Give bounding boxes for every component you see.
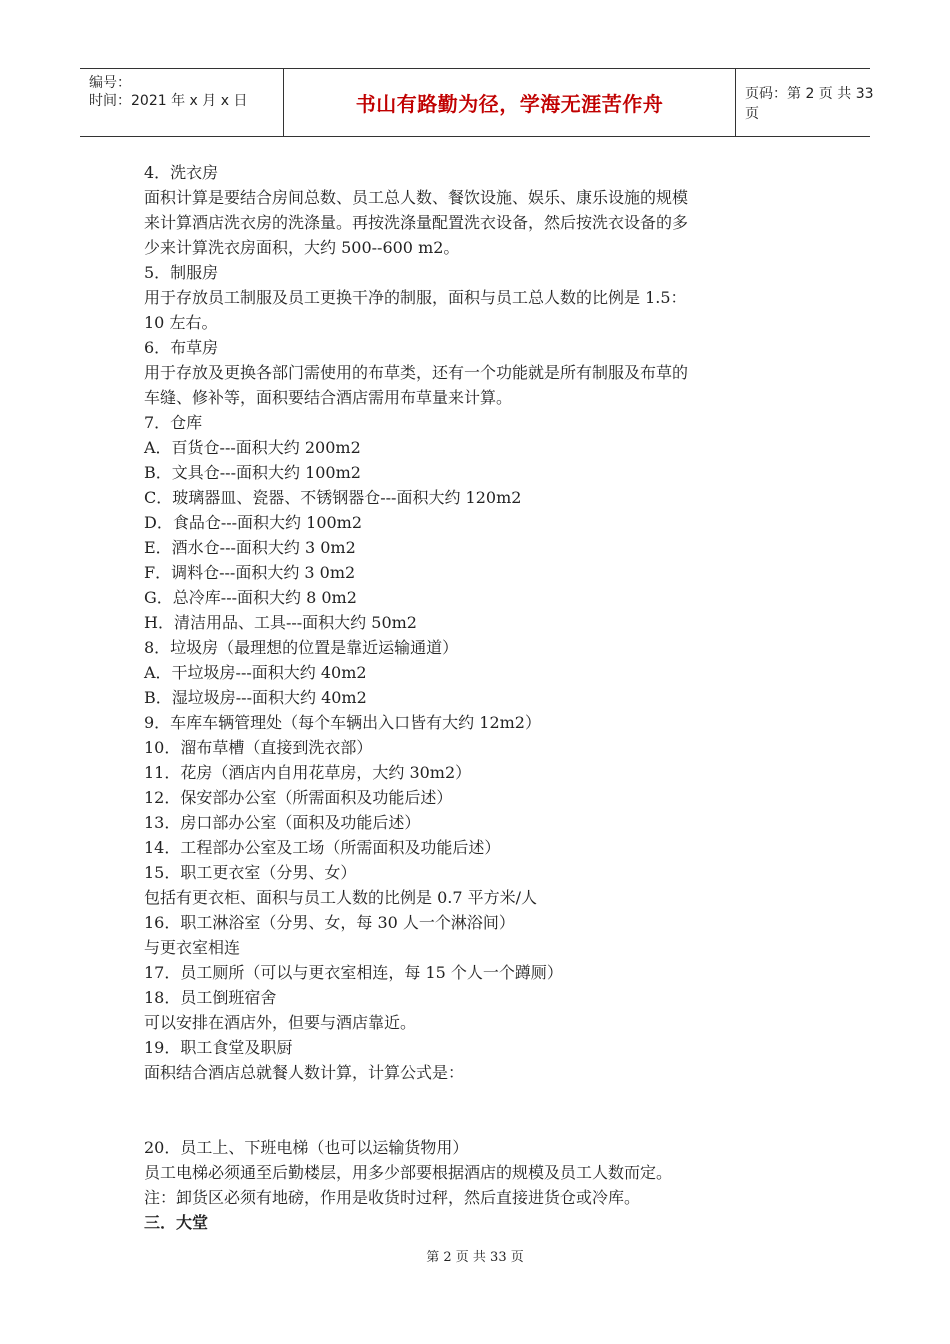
body-lines	[144, 160, 804, 1085]
text-line: 可以安排在酒店外，但要与酒店靠近。	[144, 1013, 417, 1032]
text-line: 包括有更衣柜、面积与员工人数的比例是 0.7 平方米/人	[144, 888, 538, 907]
text-line: 16．职工淋浴室（分男、女，每 30 人一个淋浴间）	[144, 913, 515, 932]
text-line: C．玻璃器皿、瓷器、不锈钢器仓---面积大约 120m2	[144, 488, 522, 507]
header-page-cell	[735, 69, 880, 136]
text-line: 5．制服房	[144, 263, 219, 282]
formula-gap	[144, 1085, 804, 1135]
text-line: 与更衣室相连	[144, 938, 241, 957]
document-number-label: 编号：	[89, 75, 131, 91]
text-line: A．干垃圾房---面积大约 40m2	[144, 663, 367, 682]
text-line: D．食品仓---面积大约 100m2	[144, 513, 363, 532]
text-line: H．清洁用品、工具---面积大约 50m2	[144, 613, 417, 632]
header-motto-cell	[283, 69, 736, 136]
text-line: 11．花房（酒店内自用花草房，大约 30m2）	[144, 763, 472, 782]
text-line: 员工电梯必须通至后勤楼层，用多少部要根据酒店的规模及员工人数而定。	[144, 1163, 673, 1182]
text-line: 15．职工更衣室（分男、女）	[144, 863, 357, 882]
header-meta-cell	[80, 69, 283, 136]
text-line: 车缝、修补等，面积要结合酒店需用布草量来计算。	[144, 388, 513, 407]
page-info: 页码：第 2 页 共 33 页	[745, 85, 874, 122]
text-line: 4．洗衣房	[144, 163, 219, 182]
text-line: 用于存放员工制服及员工更换干净的制服，面积与员工总人数的比例是 1.5：	[144, 288, 687, 307]
text-line: 面积计算是要结合房间总数、员工总人数、餐饮设施、娱乐、康乐设施的规模	[144, 188, 689, 207]
text-line: 8．垃圾房（最理想的位置是靠近运输通道）	[144, 638, 459, 657]
text-line: 用于存放及更换各部门需使用的布草类，还有一个功能就是所有制服及布草的	[144, 363, 689, 382]
text-line: E．酒水仓---面积大约 3 0m2	[144, 538, 356, 557]
text-line: G．总冷库---面积大约 8 0m2	[144, 588, 357, 607]
motto-text: 书山有路勤为径，学海无涯苦作舟	[355, 92, 664, 116]
text-line: 20．员工上、下班电梯（也可以运输货物用）	[144, 1138, 469, 1157]
text-line: 12．保安部办公室（所需面积及功能后述）	[144, 788, 453, 807]
text-line: 面积结合酒店总就餐人数计算，计算公式是：	[144, 1063, 465, 1082]
section-heading: 三．大堂	[144, 1213, 209, 1232]
text-line: A．百货仓---面积大约 200m2	[144, 438, 361, 457]
text-line: B．文具仓---面积大约 100m2	[144, 463, 361, 482]
document-date: 时间：2021 年 x 月 x 日	[89, 93, 248, 109]
body-lines-after-gap	[144, 1135, 804, 1210]
text-line: 6．布草房	[144, 338, 219, 357]
text-line: 10．溜布草槽（直接到洗衣部）	[144, 738, 373, 757]
text-line: 注：卸货区必须有地磅，作用是收货时过秤，然后直接进货仓或冷库。	[144, 1188, 641, 1207]
text-line: 18．员工倒班宿舍	[144, 988, 277, 1007]
text-line: 14．工程部办公室及工场（所需面积及功能后述）	[144, 838, 501, 857]
text-line: 9．车库车辆管理处（每个车辆出入口皆有大约 12m2）	[144, 713, 541, 732]
text-line: 19．职工食堂及职厨	[144, 1038, 293, 1057]
text-line: 17．员工厕所（可以与更衣室相连，每 15 个人一个蹲厕）	[144, 963, 563, 982]
text-line: 少来计算洗衣房面积，大约 500--600 m2。	[144, 238, 460, 257]
text-line: B．湿垃圾房---面积大约 40m2	[144, 688, 367, 707]
text-line: 13．房口部办公室（面积及功能后述）	[144, 813, 421, 832]
page-footer: 第 2 页 共 33 页	[426, 1250, 524, 1265]
page-header	[80, 68, 874, 137]
text-line: 7．仓库	[144, 413, 203, 432]
text-line: F．调料仓---面积大约 3 0m2	[144, 563, 356, 582]
text-line: 10 左右。	[144, 313, 218, 332]
document-body	[144, 160, 804, 1235]
text-line: 来计算酒店洗衣房的洗涤量。再按洗涤量配置洗衣设备，然后按洗衣设备的多	[144, 213, 689, 232]
